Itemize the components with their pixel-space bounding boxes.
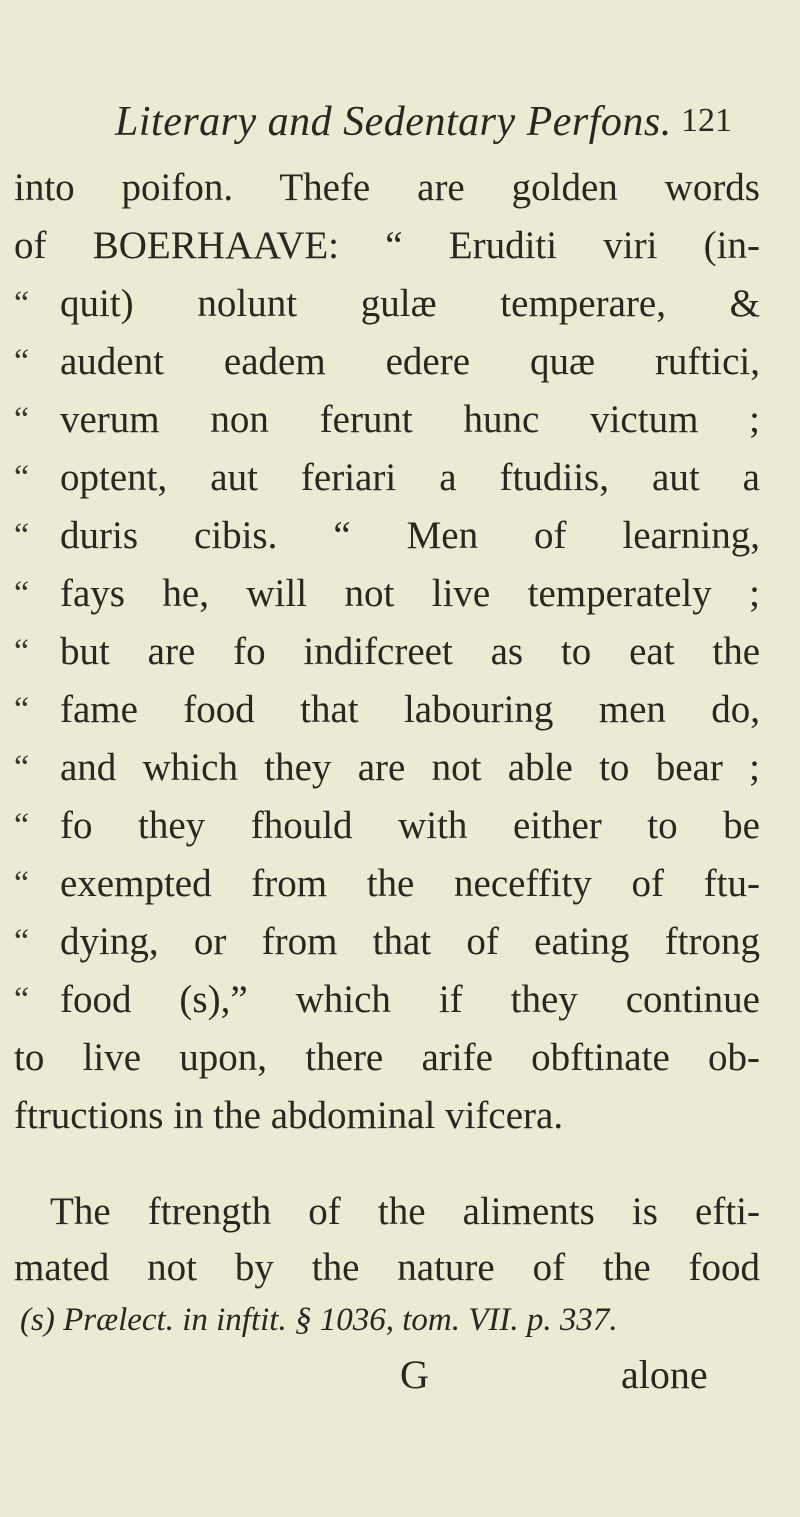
signature-line: [0, 1345, 800, 1405]
running-title: Literary and Sedentary Perfons.: [115, 99, 672, 145]
line-text: exempted from the neceffity of ftu-: [60, 862, 760, 905]
line-text: dying, or from that of eating ftrong: [60, 920, 760, 963]
line-text: mated not by the nature of the food: [14, 1246, 760, 1289]
footnote: [20, 1295, 780, 1345]
line-text: to live upon, there arife obftinate ob-: [14, 1036, 760, 1079]
line-text: duris cibis. “ Men of learning,: [60, 514, 760, 557]
page-header: [0, 98, 800, 148]
paragraph-line: [0, 1184, 800, 1240]
paragraph-line: [0, 1240, 800, 1296]
line-text: and which they are not able to bear ;: [60, 746, 760, 789]
line-text: The ftrength of the aliments is efti-: [50, 1190, 760, 1233]
line-text: fays he, will not live temperately ;: [60, 572, 760, 615]
quote-mark: “: [14, 517, 30, 554]
text-line: [0, 160, 800, 216]
text-line: [0, 1030, 800, 1086]
line-text: verum non ferunt hunc victum ;: [60, 398, 760, 441]
text-line: [0, 856, 800, 912]
text-line: [0, 508, 800, 564]
line-text: optent, aut feriari a ftudiis, aut a: [60, 456, 760, 499]
text-line: [0, 334, 800, 390]
footnote-text: (s) Prælect. in inftit. § 1036, tom. VII. p. 337.: [20, 1302, 618, 1338]
quote-mark: “: [14, 923, 30, 960]
quote-mark: “: [14, 691, 30, 728]
line-text: audent eadem edere quæ ruftici,: [60, 340, 760, 383]
line-text: fo they fhould with either to be: [60, 804, 760, 847]
line-text: of BOERHAAVE: “ Eruditi viri (in-: [14, 224, 760, 267]
signature-mark: G: [400, 1352, 429, 1397]
text-line: [0, 740, 800, 796]
quote-mark: “: [14, 575, 30, 612]
text-line: [0, 682, 800, 738]
text-line: [0, 218, 800, 274]
quote-mark: “: [14, 807, 30, 844]
page-number: 121: [681, 102, 732, 139]
text-line: [0, 624, 800, 680]
text-line: [0, 392, 800, 448]
quote-mark: “: [14, 401, 30, 438]
quote-mark: “: [14, 343, 30, 380]
quote-mark: “: [14, 285, 30, 322]
text-line: [0, 276, 800, 332]
quote-mark: “: [14, 459, 30, 496]
text-line: [0, 450, 800, 506]
text-line: [0, 566, 800, 622]
quote-mark: “: [14, 749, 30, 786]
quote-mark: “: [14, 865, 30, 902]
catchword: alone: [621, 1352, 708, 1397]
quote-mark: “: [14, 633, 30, 670]
line-text: into poifon. Thefe are golden words: [14, 166, 760, 209]
text-line: [0, 798, 800, 854]
line-text: quit) nolunt gulæ temperare, &: [60, 282, 760, 325]
text-line: [0, 1088, 800, 1144]
text-line: [0, 972, 800, 1028]
line-text: food (s),” which if they continue: [60, 978, 760, 1021]
line-text: fame food that labouring men do,: [60, 688, 760, 731]
line-text: but are fo indifcreet as to eat the: [60, 630, 760, 673]
line-text: ftructions in the abdominal vifcera.: [14, 1094, 564, 1137]
quote-mark: “: [14, 981, 30, 1018]
text-line: [0, 914, 800, 970]
